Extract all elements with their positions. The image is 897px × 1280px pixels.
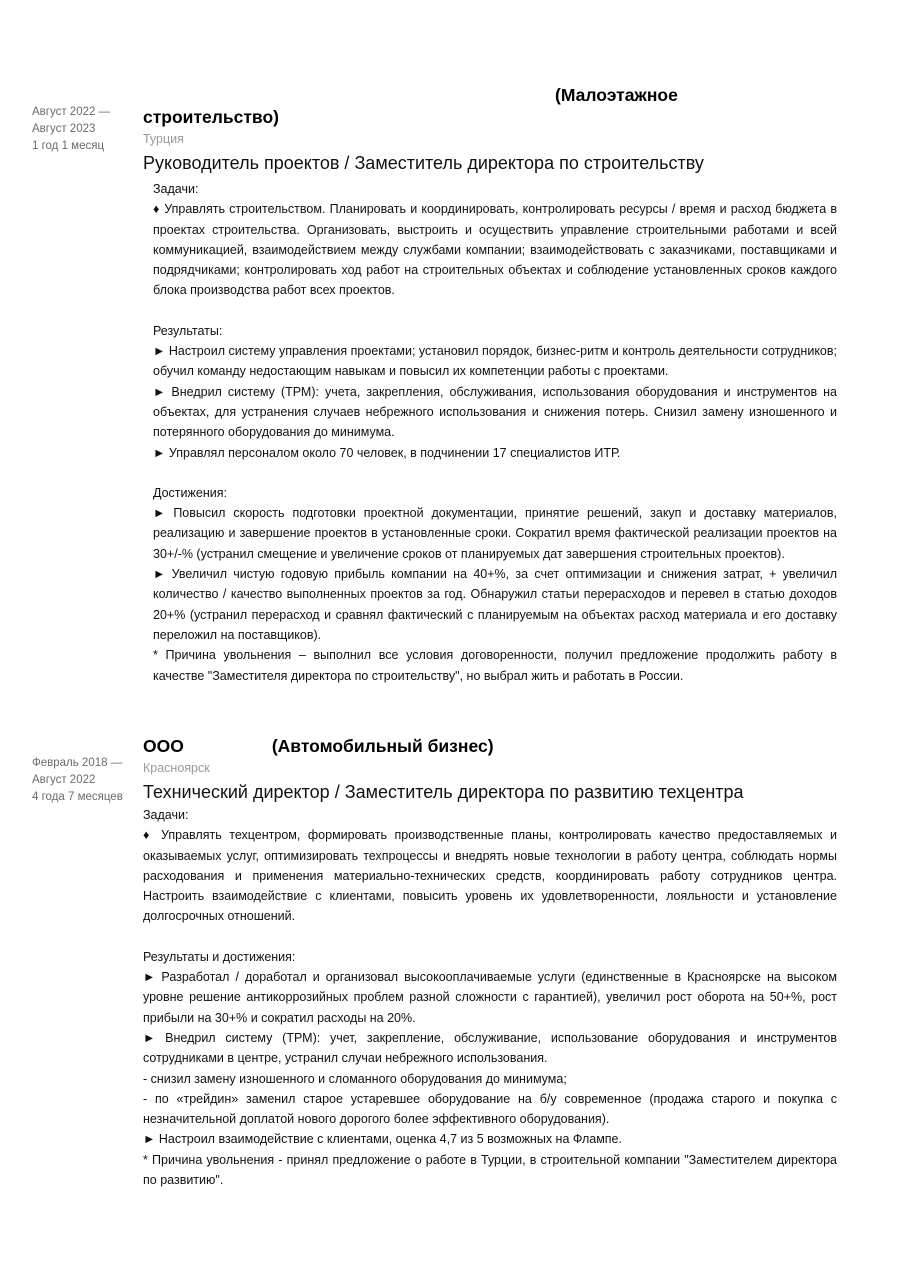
job-1-position: Руководитель проектов / Заместитель директора по строительству [143, 153, 704, 173]
job-1-dates [32, 104, 142, 155]
job-1-result-1: ► Настроил систему управления проектами; установил порядок, бизнес-ритм и контроль деятельности сотрудников; обучил команду недостающим навыкам и повысил их компетенции работы с проектами. [153, 344, 837, 379]
job-1-tasks-title: Задачи: [153, 182, 199, 196]
job-1-city: Турция [143, 132, 184, 146]
job-2-leave-reason: * Причина увольнения - принял предложение о работе в Турции, в строительной компании "Заместителем директора по развитию". [143, 1152, 837, 1188]
job-1-company-line1 [143, 84, 837, 106]
job-2-result-4: - по «трейдин» заменил старое устаревшее оборудование на б/у современное (продажа старого и покупка с незначительной доплатой нового дорогого более эффективного оборудования). [143, 1091, 837, 1127]
job-2-tasks: ♦ Управлять техцентром, формировать производственные планы, контролировать качество предоставляемых и оказываемых услуг, оптимизировать техпроцессы и внедрять новые технологии в работу центра, соблюдать нормы расходования и применения материально-технических средств, координировать работу сотрудников центра. Настроить взаимодействие с клиентами, повысить уровень их удовлетворенности, лояльности и установление долгосрочных отношений. [143, 828, 837, 924]
job-1-result-3: ► Управлял персоналом около 70 человек, в подчинении 17 специалистов ИТР. [153, 445, 621, 460]
job-1-tasks: ♦ Управлять строительством. Планировать и координировать, контролировать ресурсы / время и расход бюджета в проектах строительства. Организовать, выстроить и осуществить управление строительными работами и всей коммуникацией, взаимодействием между службами компании; взаимодействовать с заказчиками, поставщиками и подрядчиками; контролировать ход работ на строительных объектах и соблюдение установленных сроков каждого блока производства работ всех проектов. [153, 202, 837, 298]
job-2-body [143, 805, 837, 1190]
job-2-tasks-title: Задачи: [143, 808, 189, 822]
job-2-result-2: ► Внедрил систему (ТРМ): учет, закрепление, обслуживание, использование оборудования и инструментов сотрудниками в центре, устранил случаи небрежного использования. [143, 1030, 837, 1066]
job-1-company-tail: (Малоэтажное [555, 85, 678, 105]
job-1-achievement-2: ► Увеличил чистую годовую прибыль компании на 40+%, за счет оптимизации и снижения затрат, + увеличил количество / качество выполненных проектов за год. Обнаружил статьи перерасходов и перевел в статью доходов 20+% (устранил перерасход и сравнял фактический с планируемым на объектах расход материала и его доставку переложил на поставщиков). [153, 567, 837, 642]
job-1-achievements-title: Достижения: [153, 485, 227, 500]
job-1-date-start: Август 2022 — [32, 106, 111, 118]
job-1-achievement-1: ► Повысил скорость подготовки проектной документации, принятие решений, закуп и доставку материалов, реализацию и завершение проектов в установленные сроки. Сократил время фактической реализации проектов на 30+/-% (устранил смещение и увеличение сроков от планируемых дат завершения строительных проектов). [153, 506, 837, 561]
job-2-company-prefix: ООО [143, 736, 184, 756]
job-1-leave-reason: * Причина увольнения – выполнил все условия договоренности, получил предложение продолжить работу в качестве "Заместителя директора по строительству", но выбрал жить и работать в России. [153, 648, 837, 683]
job-2-results-title: Результаты и достижения: [143, 949, 296, 964]
job-2-position: Технический директор / Заместитель директора по развитию техцентра [143, 782, 744, 802]
job-1-company-line2: строительство) [143, 107, 279, 127]
job-2-duration: 4 года 7 месяцев [32, 791, 123, 803]
job-2-result-1: ► Разработал / доработал и организовал высокооплачиваемые услуги (единственные в Красноярске на высоком уровне решение антикоррозийных проблем разной сложности с гарантией), увеличил рост оборота на 50+%, рост прибыли на 30+% и сократил расходы на 20%. [143, 970, 837, 1025]
job-2-content [143, 735, 837, 1190]
job-1-date-end: Август 2023 [32, 123, 96, 135]
job-2-dates [32, 755, 142, 806]
job-2-date-end: Август 2022 [32, 774, 96, 786]
job-1-results-title: Результаты: [153, 323, 223, 338]
job-2-company-line [143, 735, 837, 757]
job-1-result-2: ► Внедрил систему (ТРМ): учета, закрепления, обслуживания, использования оборудования и инструментов на объектах, для устранения случаев небрежного использования и снижения потерь. Снизил замену изношенного и потерянного оборудования до минимума. [153, 384, 837, 440]
job-2-company-tail: (Автомобильный бизнес) [271, 736, 494, 756]
job-1-content [143, 84, 837, 686]
job-1-body [143, 179, 837, 686]
job-2-date-start: Февраль 2018 — [32, 757, 123, 769]
job-2-result-5: ► Настроил взаимодействие с клиентами, оценка 4,7 из 5 возможных на Флампе. [143, 1132, 622, 1147]
job-2-city: Красноярск [143, 761, 210, 775]
job-1-duration: 1 год 1 месяц [32, 140, 105, 152]
job-2-result-3: - снизил замену изношенного и сломанного оборудования до минимума; [143, 1071, 567, 1086]
